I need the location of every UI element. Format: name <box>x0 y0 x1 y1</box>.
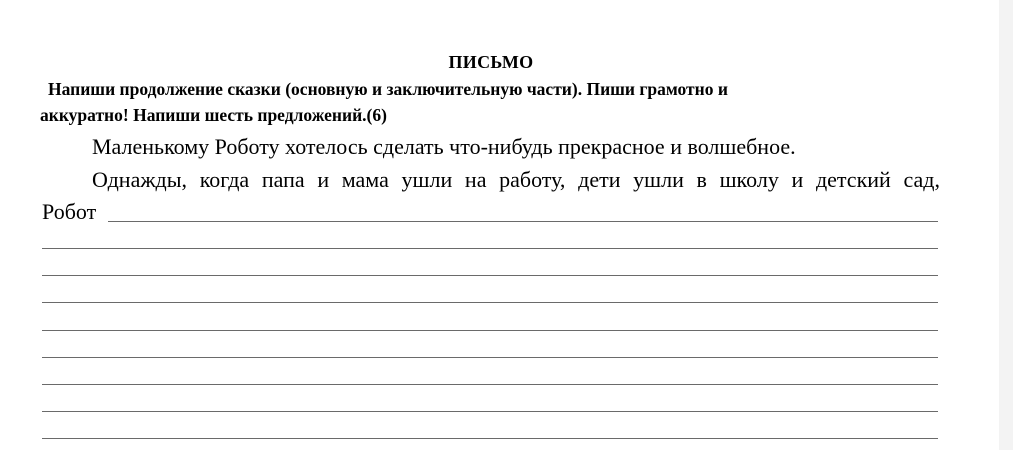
writing-line[interactable] <box>42 302 938 303</box>
page-title: ПИСЬМО <box>448 52 534 72</box>
writing-line[interactable] <box>42 248 938 249</box>
writing-line[interactable] <box>108 221 938 222</box>
page-edge-strip <box>999 0 1013 450</box>
instruction-line-1: Напиши продолжение сказки (основную и заключительную части). Пиши грамотно и <box>48 79 728 99</box>
story-paragraph-2: Однажды, когда папа и мама ушли на работу, дети ушли в школу и детский сад, <box>92 167 940 192</box>
story-paragraph-1: Маленькому Роботу хотелось сделать что-нибудь прекрасное и волшебное. <box>92 134 796 159</box>
continuation-start-word: Робот <box>42 199 97 224</box>
writing-line[interactable] <box>42 438 938 439</box>
instruction-line-2: аккуратно! Напиши шесть предложений.(6) <box>40 105 387 125</box>
writing-line[interactable] <box>42 384 938 385</box>
writing-line[interactable] <box>42 357 938 358</box>
writing-line[interactable] <box>42 411 938 412</box>
writing-line[interactable] <box>42 330 938 331</box>
writing-line[interactable] <box>42 275 938 276</box>
